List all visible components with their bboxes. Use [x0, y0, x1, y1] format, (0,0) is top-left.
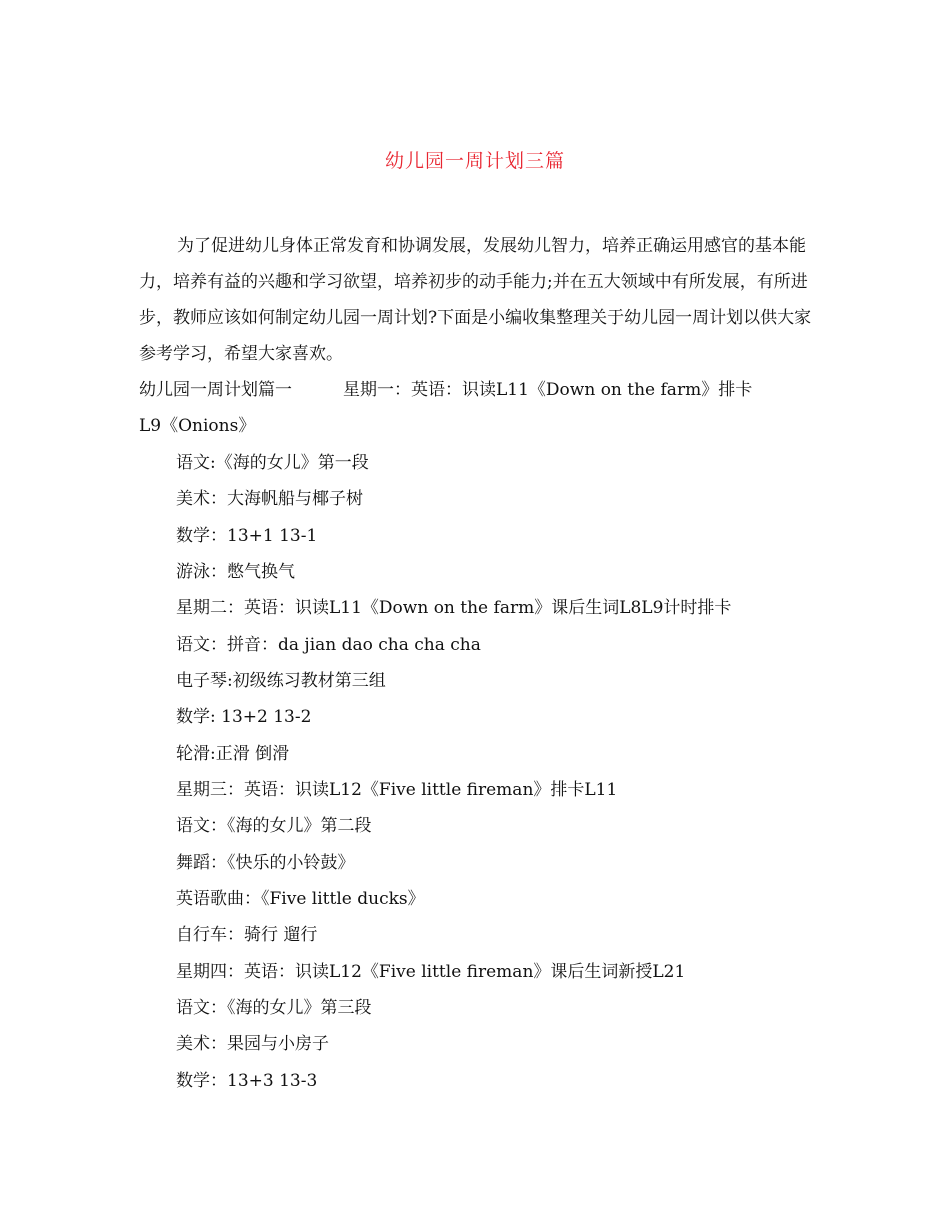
- plan-line: 数学: 13+2 13-2: [176, 707, 312, 727]
- plan-line: 数学：13+1 13-1: [176, 526, 318, 546]
- plan-line: 自行车：骑行 遛行: [176, 925, 318, 945]
- plan-line: 电子琴:初级练习教材第三组: [176, 671, 386, 691]
- plan-line: 英语歌曲：《Five little ducks》: [176, 889, 425, 909]
- plan-line: 美术：大海帆船与椰子树: [176, 489, 363, 509]
- plan-line: 舞蹈：《快乐的小铃鼓》: [176, 853, 355, 873]
- intro-text: 为了促进幼儿身体正常发育和协调发展，发展幼儿智力，培养正确运用感官的基本能力，培养有益的兴趣和学习欲望，培养初步的动手能力;并在五大领域中有所发展，有所进步，教师应该如何制定幼儿园一周计划?下面是小编收集整理关于幼儿园一周计划以供大家参考学习，希望大家喜欢。: [139, 236, 812, 364]
- document-title: 幼儿园一周计划三篇: [384, 150, 565, 172]
- plan-line: 轮滑:正滑 倒滑: [176, 744, 290, 764]
- plan-line: 数学：13+3 13-3: [176, 1071, 318, 1091]
- section-heading-continuation: L9《Onions》: [139, 416, 256, 436]
- plan-line: 星期三：英语：识读L12《Five little fireman》排卡L11: [176, 780, 618, 800]
- section-heading-line: 幼儿园一周计划篇一 星期一：英语：识读L11《Down on the farm》排卡: [139, 380, 753, 400]
- plan-line: 语文:《海的女儿》第一段: [176, 453, 369, 473]
- plan-line: 语文：《海的女儿》第三段: [176, 998, 372, 1018]
- plan-line: 美术：果园与小房子: [176, 1034, 329, 1054]
- intro-paragraph: [139, 228, 819, 372]
- plan-line: 语文：拼音：da jian dao cha cha cha: [176, 635, 481, 655]
- plan-line: 游泳：憋气换气: [176, 562, 295, 582]
- plan-line: 星期二：英语：识读L11《Down on the farm》课后生词L8L9计时排卡: [176, 598, 732, 618]
- plan-line: 星期四：英语：识读L12《Five little fireman》课后生词新授L21: [176, 962, 686, 982]
- plan-line: 语文：《海的女儿》第二段: [176, 816, 372, 836]
